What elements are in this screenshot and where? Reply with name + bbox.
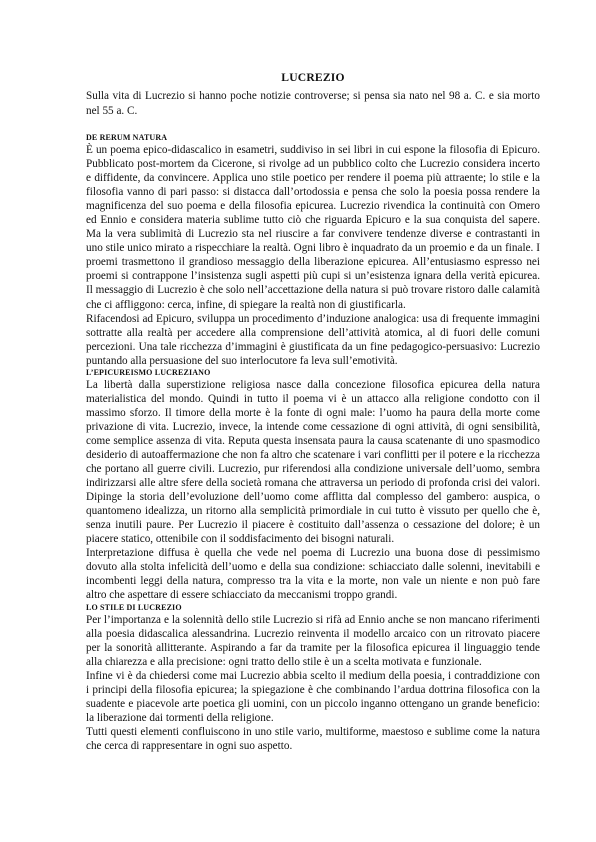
section-paragraph: È un poema epico-didascalico in esametri, suddiviso in sei libri in cui espone la filosofia di Epicuro. Pubblicato post-mortem da Cicerone, si rivolge ad un pubblico colto che Lucrezio considera incerto e diffidente, da convincere. Applica uno stile poetico per rendere il poema più attraente; lo stile e la filosofia vanno di pari passo: si distacca dall’ortodossia e pensa che solo la poesia possa rendere la magnificenza del suo poema e della filosofia epicurea. Lucrezio rivendica la continuità con Omero ed Ennio e considera materia sublime tutto ciò che riguarda Epicuro e la sua conquista del sapere. Ma la vera sublimità di Lucrezio sta nel riuscire a far convivere tendenze diverse e contrastanti in uno stile unico mirato a rispecchiare la realtà. Ogni libro è inquadrato da un proemio e da un finale. I proemi trasmettono il grandioso messaggio della liberazione epicurea. All’entusiasmo espresso nei proemi si contrappone l’insistenza sugli aspetti più cupi si un’esistenza ignara della verità epicurea. Il messaggio di Lucrezio è che solo nell’accettazione della natura si può trovare ristoro dalle calamità che ci affliggono: cerca, infine, di spiegare la realtà non di giustificarla.	[86, 144, 540, 311]
section-paragraph: Rifacendosi ad Epicuro, sviluppa un procedimento d’induzione analogica: usa di frequente immagini sottratte alla realtà per accedere alla comprensione dell’attività atomica, al di fuori delle comuni percezioni. Una tale ricchezza d’immagini è giustificata da un fine pedagogico-persuasivo: Lucrezio puntando alla persuasione del suo interlocutore fa leva sull’emotività.	[86, 312, 540, 367]
section-paragraph: Infine vi è da chiedersi come mai Lucrezio abbia scelto il medium della poesia, i contraddizione con i principi della filosofia epicurea; la spiegazione è che combinando l’ardua dottrina filosofica con la suadente e piacevole arte poetica gli uomini, con un piccolo inganno ottengano un grande beneficio: la liberazione dai tormenti della religione.	[86, 669, 540, 724]
section-heading-de-rerum-natura: DE RERUM NATURA	[86, 133, 168, 142]
intro-paragraph: Sulla vita di Lucrezio si hanno poche notizie controverse; si pensa sia nato nel 98 a. C. e sia morto nel 55 a. C.	[86, 90, 540, 117]
section-paragraph: Per l’importanza e la solennità dello stile Lucrezio si rifà ad Ennio anche se non mancano riferimenti alla poesia didascalica alessandrina. Lucrezio reinventa il modello arcaico con un ritrovato piacere per la sonorità allitterante. Aspirando a far da tramite per la filosofica epicurea il linguaggio tende alla chiarezza e alla precisione: ogni tratto dello stile è un a scelta motivata e funzionale.	[86, 613, 540, 668]
section-paragraph: Tutti questi elementi confluiscono in uno stile vario, multiforme, maestoso e sublime come la natura che cerca di rappresentare in ogni suo aspetto.	[86, 725, 540, 752]
section-paragraph: La libertà dalla superstizione religiosa nasce dalla concezione filosofica epicurea della natura materialistica del mondo. Quindi in tutto il poema vi è un attacco alla religione condotto con il massimo sforzo. Il timore della morte è la fonte di ogni male: l’uomo ha paura della morte come privazione di vita. Lucrezio, invece, la intende come cessazione di ogni attività, di ogni sensibilità, come semplice assenza di vita. Reputa questa insensata paura la causa scatenante di uno spasmodico desiderio di autoaffermazione che non fa altro che scatenare i vari conflitti per il potere e la ricchezza che portano all guerre civili. Lucrezio, pur riferendosi alla condizione universale dell’uomo, sembra indirizzarsi alle altre sfere della società romana che attraversa un periodo di profonda crisi dei valori. Dipinge la storia dell’evoluzione dell’uomo come afflitta dal complesso del gambero: auspica, o quantomeno idealizza, un ritorno alla semplicità primordiale in cui tutto è vissuto per quello che è, senza inutili paure. Per Lucrezio il piacere è costituito dall’assenza o cessazione del dolore; è un piacere statico, ottenibile con il soddisfacimento dei bisogni naturali.	[86, 378, 540, 546]
section-heading-epicureismo: L’EPICUREISMO LUCREZIANO	[86, 367, 211, 377]
section-heading-stile: LO STILE DI LUCREZIO	[86, 602, 182, 612]
document-title: LUCREZIO	[281, 71, 345, 84]
section-paragraph: Interpretazione diffusa è quella che vede nel poema di Lucrezio una buona dose di pessimismo dovuto alla stolta infelicità dell’uomo e della sua condizione: schiacciato dalle solenni, inevitabili e incombenti leggi della natura, compresso tra la vita e la morte, non vale un niente e non può fare altro che aspettare di essere schiacciato da meccanismi troppo grandi.	[86, 547, 540, 602]
document-body	[86, 71, 540, 753]
